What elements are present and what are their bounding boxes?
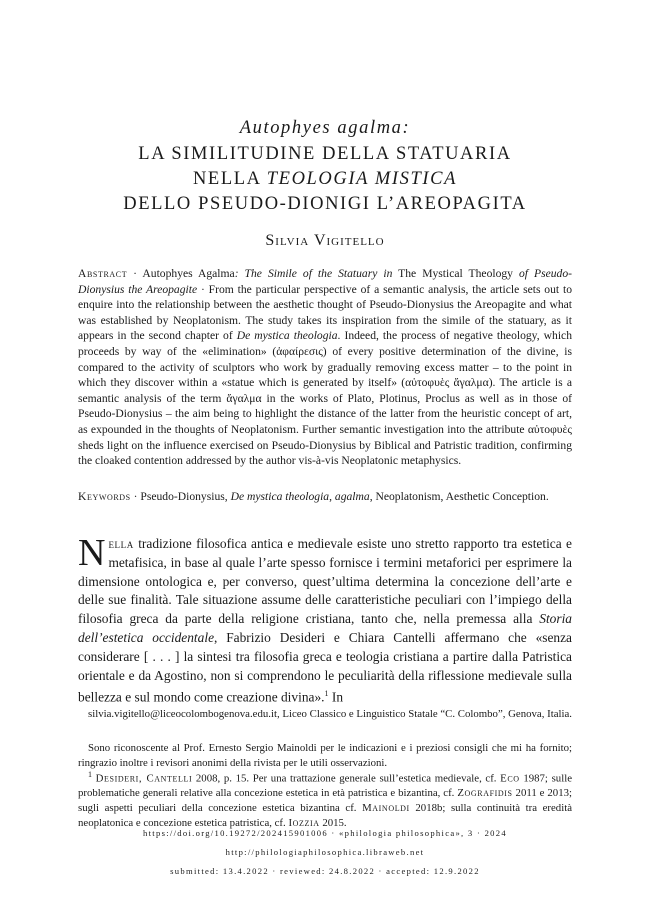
footnote-1 (78, 768, 572, 831)
thanks-note (78, 741, 572, 771)
footnote-text-1: 2008, p. 15. Per una trattazione generale sull’estetica medievale, cf. (192, 772, 501, 785)
affiliation-note (78, 707, 572, 722)
abstract-label: Abstract (78, 267, 128, 280)
footnote-text-4: 2018b; sulla continuità tra eredità neoplatonica e concezione estetica patristica, cf. (78, 802, 572, 829)
abstract-title-3: The Mystical Theology (392, 267, 519, 280)
body-text-1: tradizione filosofica antica e medievale esiste uno stretto rapporto tra estetica e metafisica, in base al quale l’arte spesso fornisce i termini metaforici per esprimere la dimensione ontologica e, per converso, quest’ultima determina la concezione dell’arte e delle sue finalità. Tale situazione assume delle caratteristiche peculiari con l’impiego della filosofia greca da parte della religione cristiana, tanto che, nella premessa alla (78, 536, 572, 627)
affiliation-text: silvia.vigitello@liceocolombogenova.edu.it, Liceo Classico e Linguistico Statale “C. Colombo”, Genova, Italia. (88, 708, 572, 720)
author-name: Silvia Vigitello (265, 232, 385, 249)
drop-cap: N (78, 532, 106, 574)
footnote-ref[interactable]: 1 (324, 689, 329, 699)
footnote-author-1: Desideri, Cantelli (95, 772, 193, 785)
title-line-3 (0, 167, 650, 191)
body-text-3: In (328, 689, 344, 705)
title-line-4: DELLO PSEUDO-DIONIGI L’AREOPAGITA (123, 194, 527, 214)
abstract-separator: · (127, 267, 143, 280)
footnote-author-3: Zografidis (457, 787, 513, 800)
keywords (78, 489, 572, 505)
keywords-text-3: , Neoplatonism, Aesthetic Conception. (369, 490, 549, 503)
abstract-title-4: of Pseudo-Dionysius the Areopagite (78, 267, 572, 296)
keywords-text-2: , (329, 490, 335, 503)
footnote-text-5: 2015. (319, 816, 347, 829)
keywords-label: Keywords (78, 490, 131, 503)
abstract (78, 266, 572, 469)
journal-url[interactable]: http://philologiaphilosophica.libraweb.net (225, 847, 425, 857)
submission-dates: submitted: 13.4.2022 · reviewed: 24.8.2022 · accepted: 12.9.2022 (170, 866, 480, 876)
footnote-1-number: 1 (88, 770, 92, 779)
doi-line[interactable]: https://doi.org/10.19272/202415901006 · «philologia philosophica», 3 · 2024 (143, 828, 507, 838)
keywords-text-1: · Pseudo-Dionysius, (130, 490, 231, 503)
footnote-text-2: 1987; sulle problematiche generali relative alla concezione estetica in età patristica e bizantina, cf. (78, 772, 572, 800)
abstract-text-2: . Indeed, the process of negative theology, which proceeds by way of the «elimination» (ἀφαίρεσις) of every positive determination of the divine, is compared to the activity of sculptors who work by gradually removing excess matter – to the point in which they discover within a «statue which is generated by itself» (αὐτοφυὲς ἄγαλμα). The article is a semantic analysis of the term ἄγαλμα in the works of Plato, Plotinus, Proclus as well as in those of Pseudo-Dionysius – the aim being to highlight the distance of the latter from the heuristic concept of art, as expounded in the thoughts of Neoplatonism. Further semantic investigation into the attribute αὐτοφυὲς sheds light on the influence exercised on Pseudo-Dionysius by Biblical and Patristic tradition, confirming the cloaked contention addressed by the author vis-à-vis Neoplatonic metaphysics. (78, 329, 572, 468)
body-italic-title: Storia dell’estetica occidentale (78, 611, 572, 645)
title-line-3-italic: TEOLOGIA MISTICA (266, 169, 458, 189)
title-line-1: Autophyes agalma: (239, 118, 411, 138)
footnote-author-5: Iozzia (288, 816, 320, 829)
body-paragraph (78, 532, 573, 708)
abstract-text-1: · From the particular perspective of a semantic analysis, the article sets out to enquire into the relationship between the aesthetic thought of Pseudo-Dionysius the Areopagite and what was established by Neoplatonism. The study takes its inspiration from the simile of the statuary, as it appears in the second chapter of (78, 282, 572, 343)
footnote-author-4: Mainoldi (362, 802, 410, 815)
keywords-italic-1: De mystica theologia (230, 490, 330, 503)
body-text-2: , Fabrizio Desideri e Chiara Cantelli affermano che «senza considerare [ . . . ] la sintesi tra filosofia greca e teologia cristiana a partire dalla Patristica orientale e da Agostino, non si comprendono le peculiarità della riflessione medievale sulla bellezza e sul mondo come creazione divina». (78, 629, 573, 705)
keywords-italic-2: agalma (334, 490, 370, 503)
footnote-author-2: Eco (500, 772, 520, 785)
abstract-title-1: Autophyes Agalma (142, 267, 235, 280)
footnote-text-3: 2011 e 2013; sugli aspetti peculiari della concezione estetica bizantina cf. (78, 787, 572, 815)
abstract-work-title: De mystica theologia (236, 329, 338, 343)
abstract-title-2: : The Simile of the Statuary in (234, 267, 393, 280)
thanks-text: Sono riconoscente al Prof. Ernesto Sergio Mainoldi per le indicazioni e i preziosi consigli che mi ha fornito; ringrazio inoltre i revisori anonimi della rivista per le utili osservazioni. (78, 742, 572, 769)
title-line-3-text: NELLA (192, 169, 267, 189)
opening-smallcaps: ella (108, 536, 134, 551)
title-line-2: LA SIMILITUDINE DELLA STATUARIA (138, 144, 512, 164)
